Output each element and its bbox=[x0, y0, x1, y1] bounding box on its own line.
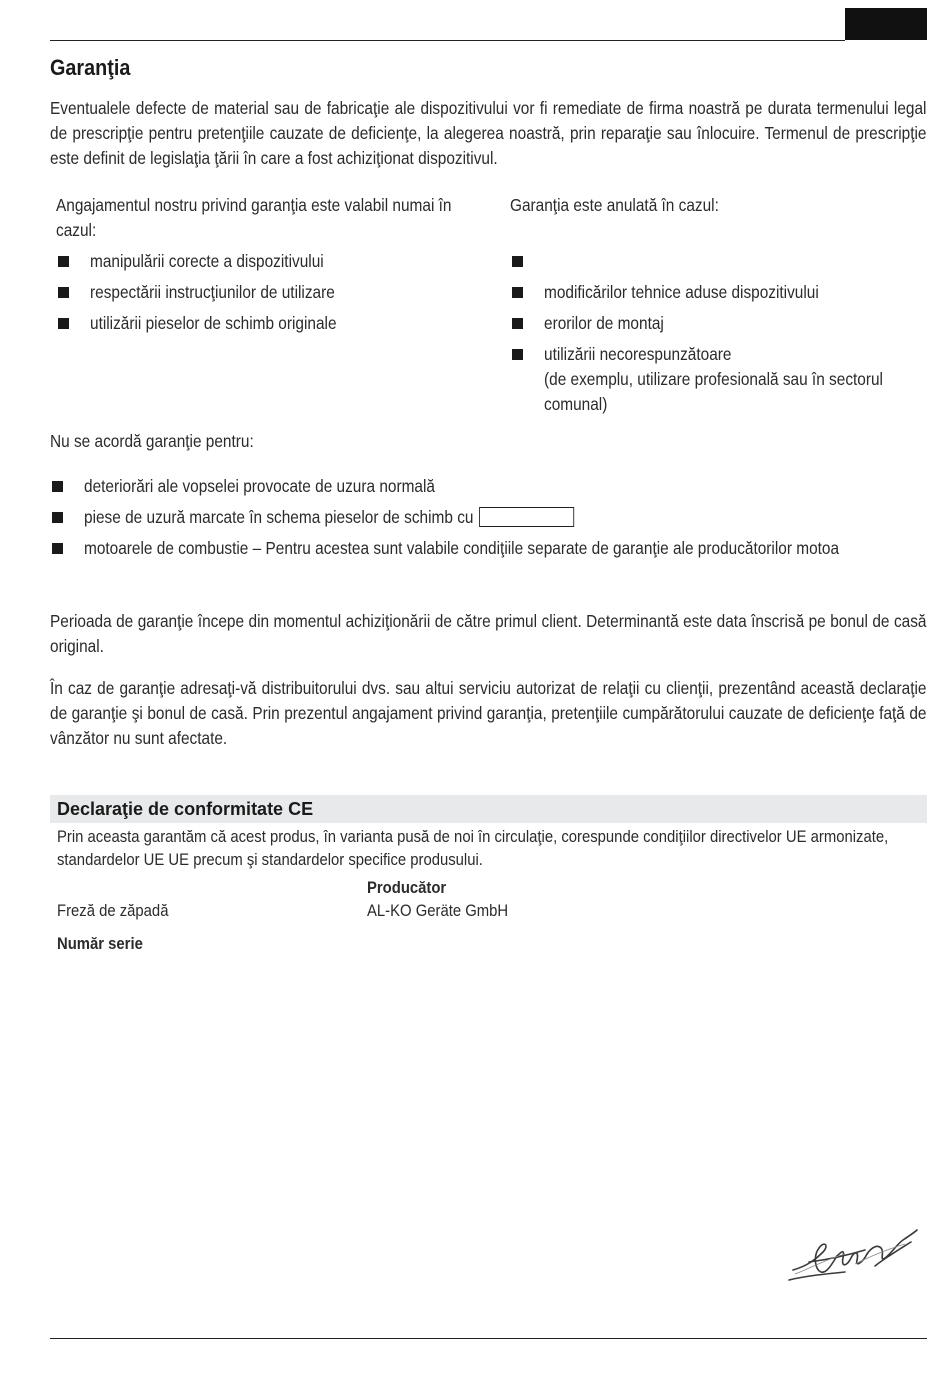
list-item: manipulării corecte a dispozitivului bbox=[56, 249, 476, 274]
warranty-valid-column bbox=[56, 193, 476, 336]
list-item: piese de uzură marcate în schema pieselor de schimb cu bbox=[50, 505, 927, 530]
square-bullet-icon bbox=[58, 287, 69, 298]
not-granted-heading: Nu se acordă garanţie pentru: bbox=[50, 431, 254, 451]
list-item: respectării instrucţiunilor de utilizare bbox=[56, 280, 476, 305]
list-item: utilizării pieselor de schimb originale bbox=[56, 311, 476, 336]
warranty-void-column bbox=[510, 193, 930, 417]
ce-title: Declaraţie de conformitate CE bbox=[57, 799, 314, 819]
list-item: deteriorări ale vopselei provocate de uzura normală bbox=[50, 474, 927, 499]
square-bullet-icon bbox=[52, 543, 63, 554]
list-item: modificărilor tehnice aduse dispozitivului bbox=[510, 280, 930, 305]
square-bullet-icon bbox=[512, 256, 523, 267]
square-bullet-icon bbox=[52, 481, 63, 492]
wear-part-marker-box bbox=[479, 507, 574, 527]
list-item: motoarele de combustie – Pentru acestea sunt valabile condiţiile separate de garanţie ale producătorilor motoa bbox=[50, 536, 927, 561]
square-bullet-icon bbox=[58, 318, 69, 329]
void-note: (de exemplu, utilizare profesională sau în sectorul comunal) bbox=[544, 369, 883, 414]
manufacturer-label: Producător bbox=[367, 879, 447, 897]
square-bullet-icon bbox=[512, 318, 523, 329]
list-item: utilizării necorespunzătoare (de exemplu, utilizare profesională sau în sectorul comunal) bbox=[510, 342, 930, 417]
list-item bbox=[510, 249, 930, 274]
square-bullet-icon bbox=[512, 287, 523, 298]
warranty-claim: În caz de garanţie adresaţi-vă distribuitorului dvs. sau altui serviciu autorizat de relaţii cu clienţii, prezentând această declaraţie de garanţie şi bonul de casă. Prin prezentul angajament privind garanţia, pretenţiile cumpărătorului cauzate de deficienţe faţă de vânzător nu sunt afectate. bbox=[50, 678, 927, 748]
page-tab-marker bbox=[845, 8, 927, 40]
warranty-intro: Eventualele defecte de material sau de fabricaţie ale dispozitivului vor fi remediate de firma noastră pe durata termenului legal de prescripţie pentru pretenţiile cauzate de deficienţe, la alegerea noastră, prin reparaţie sau înlocuire. Termenul de prescripţie este definit de legislaţia ţării în care a fost achiziţionat dispozitivul. bbox=[50, 98, 927, 168]
manufacturer-value: AL-KO Geräte GmbH bbox=[367, 902, 509, 920]
ce-statement: Prin aceasta garantăm că acest produs, în varianta pusă de noi în circulaţie, corespunde condiţiilor directivelor UE armonizate, standardelor UE UE precum şi standardelor specifice produsului. bbox=[57, 828, 889, 869]
ce-section-header bbox=[50, 795, 927, 823]
void-list bbox=[510, 249, 930, 417]
product-value: Freză de zăpadă bbox=[57, 902, 169, 920]
signature-icon bbox=[785, 1222, 920, 1287]
square-bullet-icon bbox=[52, 512, 63, 523]
void-heading: Garanţia este anulată în cazul: bbox=[510, 195, 719, 215]
square-bullet-icon bbox=[58, 256, 69, 267]
valid-heading: Angajamentul nostru privind garanţia este valabil numai în cazul: bbox=[56, 195, 452, 240]
list-item: erorilor de montaj bbox=[510, 311, 930, 336]
top-divider bbox=[50, 40, 845, 41]
serial-number-label: Număr serie bbox=[57, 935, 143, 953]
warranty-title: Garanţia bbox=[50, 55, 131, 80]
valid-list bbox=[56, 249, 476, 336]
bottom-divider bbox=[50, 1338, 927, 1339]
not-granted-list bbox=[50, 468, 927, 561]
square-bullet-icon bbox=[512, 349, 523, 360]
warranty-period: Perioada de garanţie începe din momentul achiziţionării de către primul client. Determinantă este data înscrisă pe bonul de casă original. bbox=[50, 611, 927, 656]
